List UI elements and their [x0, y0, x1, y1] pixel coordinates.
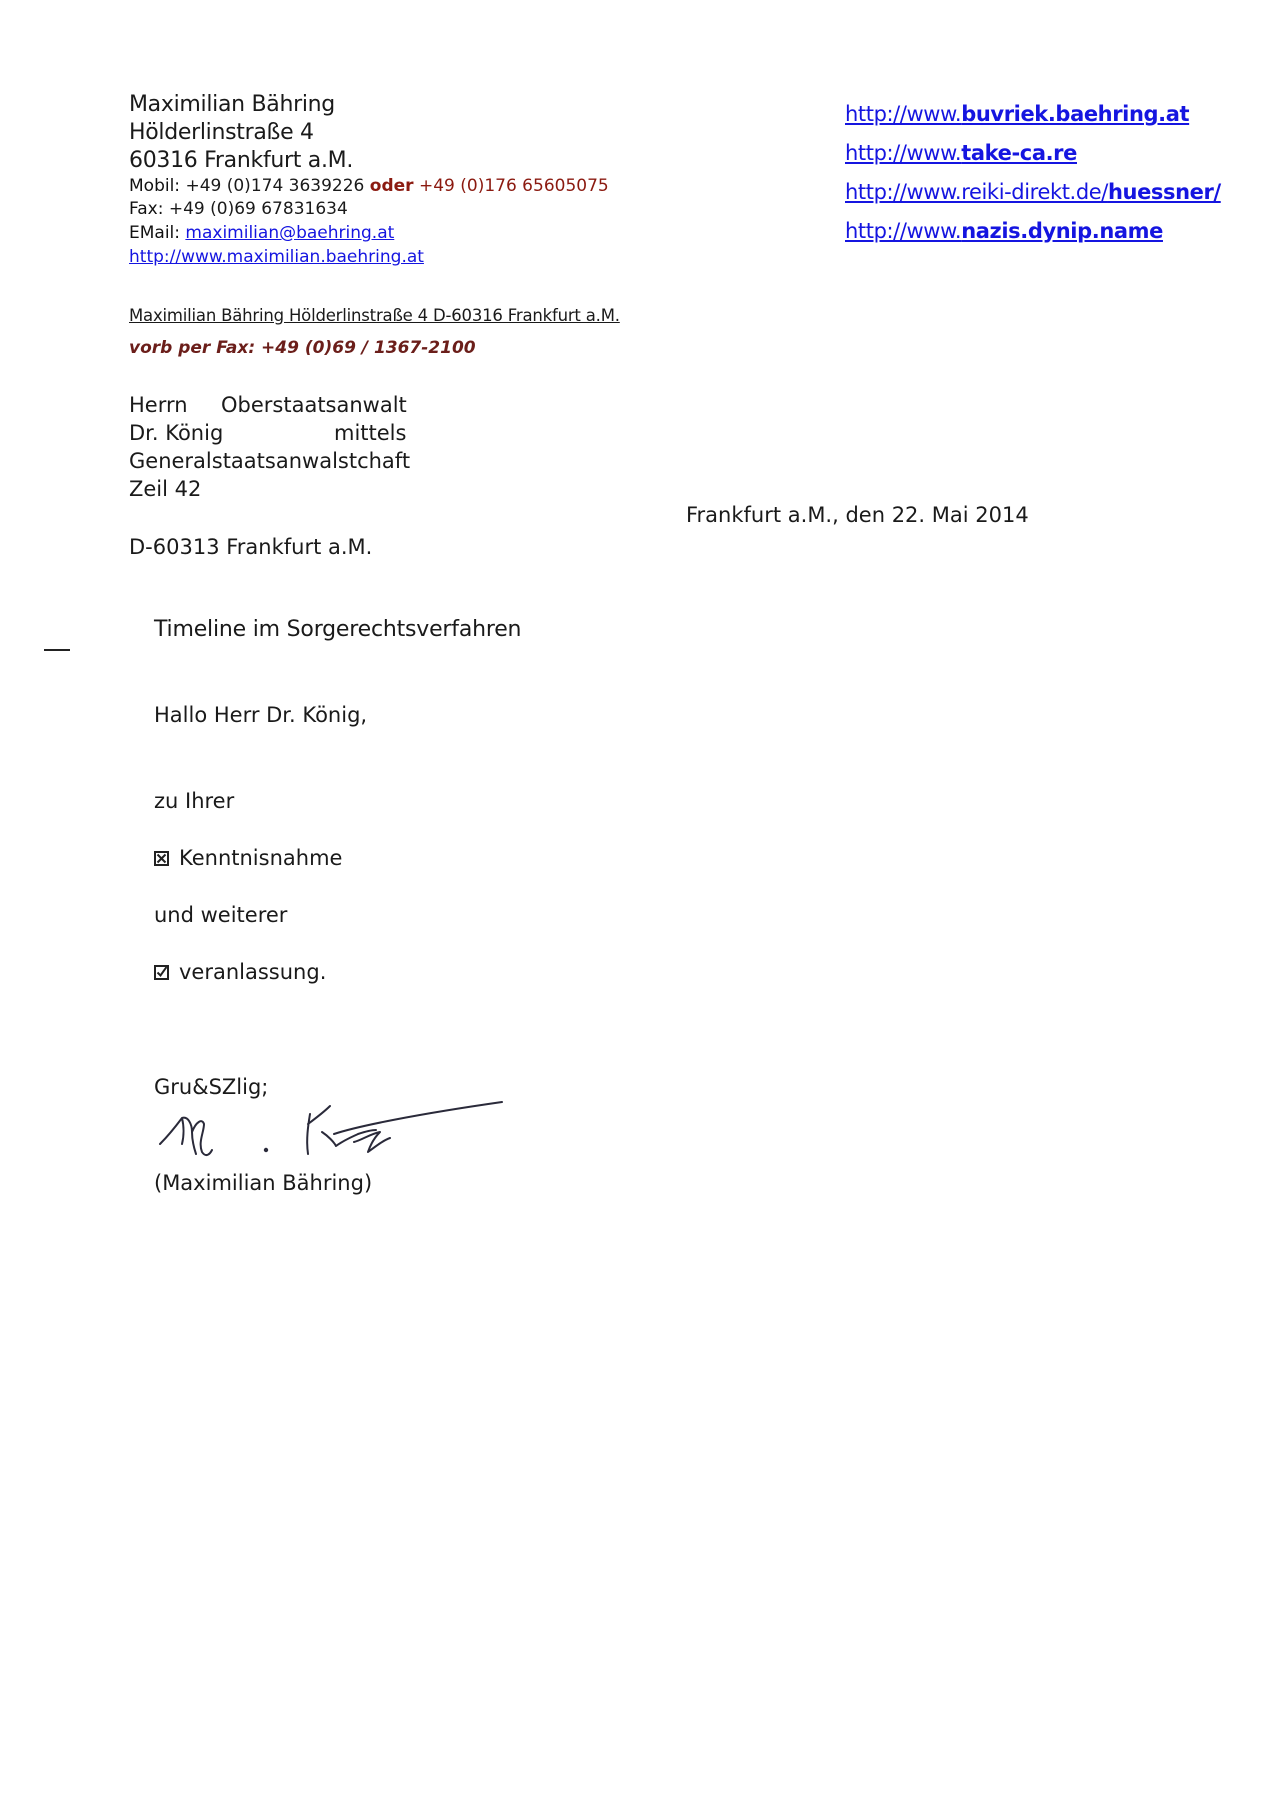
body-line-2: und weiterer [154, 903, 288, 927]
letter-subject: Timeline im Sorgerechtsverfahren [154, 617, 522, 642]
mobile-label: Mobil: [129, 176, 181, 196]
email-label: EMail: [129, 223, 180, 243]
letter-date: Frankfurt a.M., den 22. Mai 2014 [686, 503, 1029, 527]
sender-fax [129, 199, 348, 219]
fax-note: vorb per Fax: +49 (0)69 / 1367-2100 [129, 338, 476, 358]
recipient-line-2 [129, 421, 407, 445]
checkbox-label-2: veranlassung. [179, 960, 327, 984]
recipient-city: D-60313 Frankfurt a.M. [129, 535, 373, 559]
link-prefix: http://www. [845, 141, 962, 165]
link-domain: huessner/ [1107, 180, 1221, 204]
checkbox-row-2 [154, 960, 326, 984]
mobile-number-1: +49 (0)174 3639226 [185, 176, 365, 196]
recipient-name: Dr. König [129, 421, 224, 445]
return-address: Maximilian Bähring Hölderlinstraße 4 D-60316 Frankfurt a.M. [129, 306, 620, 325]
letter-closing: Gru&SZlig; [154, 1075, 269, 1099]
sender-email [129, 223, 394, 243]
recipient-title: Oberstaatsanwalt [221, 393, 407, 417]
sender-city: 60316 Frankfurt a.M. [129, 148, 354, 173]
link-prefix: http://www.reiki-direkt.de/ [845, 180, 1108, 204]
sender-street: Hölderlinstraße 4 [129, 120, 314, 145]
recipient-via: mittels [334, 421, 407, 445]
handwritten-signature [158, 1096, 503, 1168]
sender-website [129, 247, 424, 267]
link-reiki-direkt[interactable] [845, 180, 1221, 204]
checkbox-crossed-icon [154, 851, 169, 866]
sender-mobile [129, 176, 609, 196]
recipient-office: Generalstaatsanwalstchaft [129, 449, 411, 473]
link-domain: take-ca.re [961, 141, 1077, 165]
fax-label: Fax: [129, 199, 164, 219]
signature-name: (Maximilian Bähring) [154, 1171, 373, 1195]
checkbox-label-1: Kenntnisnahme [179, 846, 343, 870]
link-buvriek[interactable] [845, 102, 1189, 126]
mobile-or: oder [369, 176, 414, 196]
recipient-salutation: Herrn [129, 393, 188, 417]
body-line-1: zu Ihrer [154, 789, 235, 813]
link-nazis-dynip[interactable] [845, 219, 1163, 243]
link-take-care[interactable] [845, 141, 1077, 165]
checkbox-row-1 [154, 846, 342, 870]
fax-number: +49 (0)69 67831634 [168, 199, 348, 219]
fold-mark [44, 649, 70, 651]
website-link[interactable]: http://www.maximilian.baehring.at [129, 247, 424, 267]
link-domain: buvriek.baehring.at [961, 102, 1190, 126]
link-prefix: http://www. [845, 102, 962, 126]
recipient-street: Zeil 42 [129, 477, 202, 501]
link-prefix: http://www. [845, 219, 962, 243]
email-link[interactable]: maximilian@baehring.at [185, 223, 395, 243]
letter-greeting: Hallo Herr Dr. König, [154, 703, 368, 727]
recipient-line-1 [129, 393, 407, 417]
sender-name: Maximilian Bähring [129, 92, 335, 117]
link-domain: nazis.dynip.name [961, 219, 1163, 243]
checkbox-checked-icon [154, 965, 169, 980]
mobile-number-2: +49 (0)176 65605075 [418, 176, 609, 196]
